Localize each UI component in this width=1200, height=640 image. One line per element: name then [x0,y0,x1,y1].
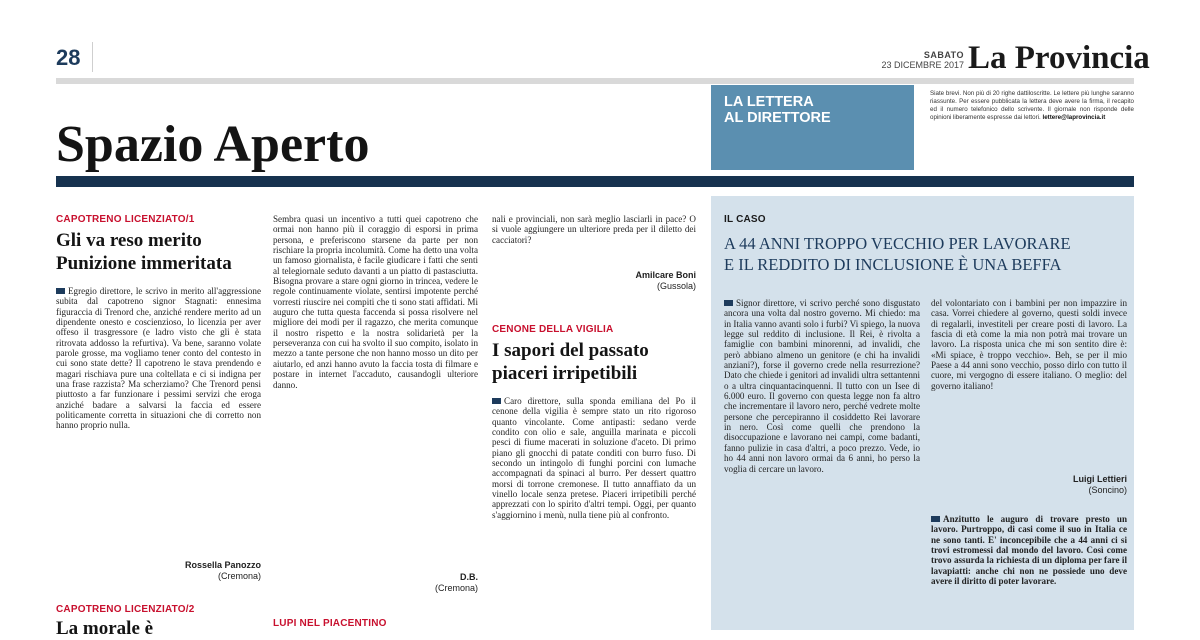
caso-body-col1-text: Signor direttore, vi scrivo perché sono disgustato ancora una volta dal nostro governo. Mi chiedo: ma in Italia vanno avanti solo i furbi? Vi spiego, la nuova legge sul reddito di inclusione. Il Rei, è rivolta a famiglie con bambini minorenni, ad invalidi, che però abbiano almeno un genitore (e chi ha invalidi anziani?), forse il governo crede nella resurrezione? Dato che chiede i genitori ad invalidi ultra settantenni o a ultra cinquantacinquenni. Il tutto con un Isee di 6.000 euro. Il governo con questa legge non fa altro che incrementare il lavoro nero, perché vedrete molte persone che percepiranno il cosiddetto Rei lavorare in nero. Così come quelli che prendono la disoccupazione e lavorano nei campi, come badanti, fanno pulizie in casa d'altri, a poco prezzo. Vede, io ho 44 anni non lavoro ormai da 6 anni, ho perso la voglia di cercare un lavoro. [724,298,920,474]
lead-square-icon [724,300,733,306]
article1-headline-line1: Gli va reso merito [56,230,202,251]
letter-title-line2: AL DIRETTORE [724,110,831,126]
page-number: 28 [56,45,81,70]
caso-headline [724,233,1124,275]
letter-guidelines [930,90,1134,122]
caso-body-col1 [724,298,920,630]
article4-body-text: Caro direttore, sulla sponda emiliana del Po il cenone della vigilia è sempre stato un rito rigoroso quanto vincolante. Come antipasti: sedano verde condito con olio e sale, anguilla marinata e piccoli pesci di fiume macerati in soluzione d'aceto. Di primo piano gli gnocchi di patate conditi con burro fuso. Di secondo un intingolo di funghi porcini con lumache accompagnati da spinaci al burro. Per dessert quattro morsi di torrone cremonese. Il tutto annaffiato da un vinello locale senza pretese. Piaceri irripetibili perché apprezzati con lo spirito d'altri tempi. Oggi, per quanto s'aggiornino i menù, nulla tiene più al confronto. [492,396,696,520]
lead-square-icon [56,288,65,294]
col2-author: D.B. [460,572,478,582]
article3-place: (Gussola) [656,281,696,291]
caso-editor-reply [931,514,1127,630]
caso-place: (Soncino) [1088,485,1127,495]
letter-email[interactable]: lettere@laprovincia.it [1042,114,1106,122]
article1-headline-line2: Punizione immeritata [56,253,232,274]
article3-body-text: nali e provinciali, non sarà meglio lasciarli in pace? O si vuole aggiungere un ulteriore preda per il diletto dei cacciatori? [492,214,696,245]
article1-author: Rossella Panozzo [184,560,261,570]
issue-date [872,50,964,70]
article1-place: (Cremona) [217,571,261,581]
article1-headline [56,229,266,275]
section-rule [56,176,1134,187]
issue-day: SABATO [923,50,964,60]
article4-body [492,396,696,630]
section-title: Spazio Aperto [56,116,370,173]
article3-body [492,214,696,266]
caso-author: Luigi Lettieri [1073,474,1127,484]
caso-signature [931,474,1127,496]
article3-signature [492,270,696,292]
article3-author: Amilcare Boni [635,270,696,280]
article1-body-text: Egregio direttore, le scrivo in merito all'aggressione subita dal capotreno signor Stagnati: ennesima figuraccia di Trenord che, anziché rendere merito ad un dipendente onesto e coscienzioso, lo licenzia per aver offeso il trasgressore (e ladro visto che gli è stata ritrovata addosso la refurtiva). Va bene, saranno volate parole grosse, ma vogliamo tener conto del contesto in cui sono state dette? Il capotreno le stava prendendo e magari rischiava pure una coltellata e ci si indigna per una frase razzista? Ma scherziamo? Che Trenord pensi piuttosto a far funzionare i pessimi servizi che eroga anziché badare a salvarsi la faccia ed essere politicamente corretta in situazioni che di corretto non hanno proprio nulla. [56,286,261,431]
caso-body-col2-text: del volontariato con i bambini per non impazzire in casa. Vorrei chiedere al governo, questi soldi invece di regalarli, investiteli per creare posti di lavoro. La fascia di età come la mia non potrà mai trovare un lavoro. La risposta unica che mi son sentito dire è: «Mi spiace, è troppo vecchio». Beh, se per il mio Paese a 44 anni sono vecchio, posso dirlo con tutto il cuore, mi vergogno di essere italiano. O meglio: del governo italiano! [931,298,1127,391]
article2-headline: La morale è [56,618,154,639]
caso-body-col2 [931,298,1127,470]
article4-headline [492,339,702,385]
article5-kicker: LUPI NEL PIACENTINO [273,618,387,629]
article1-kicker: CAPOTRENO LICENZIATO/1 [56,214,195,225]
article1-body-col2 [273,214,478,572]
article4-headline-line1: I sapori del passato [492,340,649,361]
article2-kicker: CAPOTRENO LICENZIATO/2 [56,604,195,615]
article1-signature [56,560,261,582]
page-number-divider [92,42,93,72]
article1-col2-signature [273,572,478,594]
article4-kicker: CENONE DELLA VIGILIA [492,324,614,335]
lead-square-icon [492,398,501,404]
letter-guidelines-text: Siate brevi. Non più di 20 righe dattiloscritte. Le lettere più lunghe saranno riassunte. Per essere pubblicata la lettera deve avere la firma, il recapito ed il numero telefonico dello scrivente. Il giornale non risponde delle opinioni liberamente espresse dai lettori. [930,90,1134,122]
caso-kicker: IL CASO [724,214,766,225]
col2-place: (Cremona) [434,583,478,593]
caso-headline-line1: A 44 ANNI TROPPO VECCHIO PER LAVORARE [724,234,1071,253]
caso-reply-text: Anzitutto le auguro di trovare presto un lavoro. Purtroppo, di casi come il suo in Italia ce ne sono tanti. E' inconcepibile che a 44 anni ci si trovi estromessi dal mondo del lavoro. Così come trovo assurda la richiesta di un diploma per fare il lavapiatti: anche chi non ne possiede uno deve avere il diritto di poter lavorare. [931,514,1127,587]
newspaper-masthead: La Provincia [968,40,1150,76]
article1-body-col1 [56,286,261,558]
top-rule [56,78,1134,84]
issue-full-date: 23 DICEMBRE 2017 [881,60,964,70]
caso-headline-line2: E IL REDDITO DI INCLUSIONE È UNA BEFFA [724,255,1062,274]
letter-to-editor-title [724,94,904,126]
lead-square-icon [931,516,940,522]
article4-headline-line2: piaceri irripetibili [492,363,638,384]
article1-body-col2-text: Sembra quasi un incentivo a tutti quei capotreno che ormai non hanno più il coraggio di esporsi in prima persona, e preferiscono starsene da parte per non rischiare la propria incolumità. Come ha detto una volta un famoso giornalista, è facile giudicare i fatti che senti al telegiornale seduto davanti a un piatto di pastasciutta. Bisogna provare a stare ogni giorno in trincea, vedere le regole continuamente violate, sentirsi impotente perché vorresti riuscire nei compiti che ti sono stati affidati. Mi auguro che tutta questa faccenda si possa risolvere nel migliore dei modi per il ragazzo, che merita comunque il nostro rispetto e la nostra solidarietà per la perseveranza con cui ha svolto il suo compito, isolato in mezzo a tante persone che non hanno mosso un dito per aiutarlo, ed anzi hanno avuto la faccia tosta di filmare e postare in internet l'accaduto, causandogli ulteriore danno. [273,214,478,390]
letter-title-line1: LA LETTERA [724,94,814,110]
